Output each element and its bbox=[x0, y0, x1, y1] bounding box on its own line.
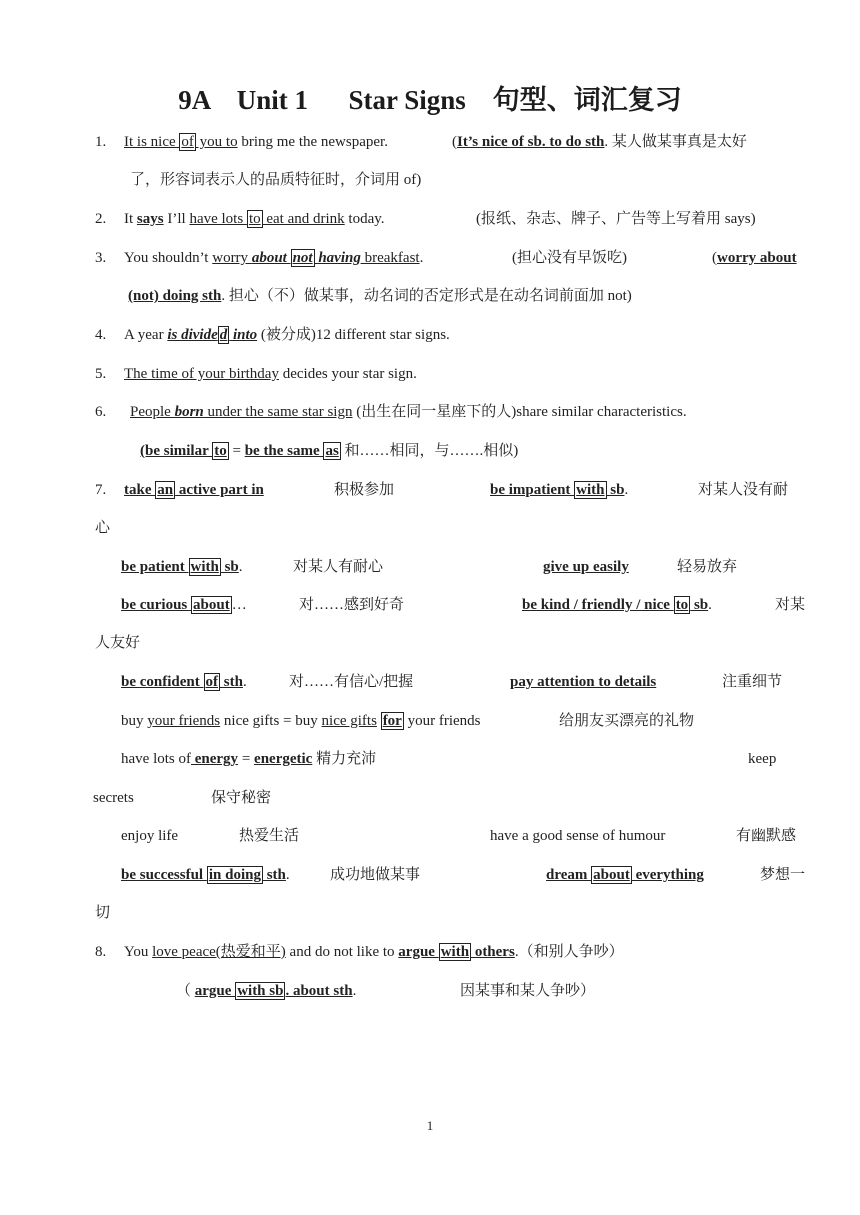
meaning: 积极参加 bbox=[334, 482, 395, 498]
text: today. bbox=[344, 211, 385, 227]
item-2-number: 2. bbox=[95, 211, 107, 227]
text: under the same star sign bbox=[203, 404, 353, 420]
text: . bbox=[708, 597, 712, 613]
text: （ bbox=[176, 983, 195, 999]
meaning: 对某人有耐心 bbox=[293, 559, 384, 575]
text: . bbox=[352, 983, 357, 999]
meaning: 对……有信心/把握 bbox=[289, 674, 414, 690]
meaning: 对某人没有耐 bbox=[698, 482, 789, 498]
text: I’ll bbox=[163, 211, 190, 227]
phrase: everything bbox=[631, 867, 704, 883]
key-word: says bbox=[136, 211, 164, 227]
text: love peace(热爱和平) bbox=[152, 944, 286, 960]
key-word: is divide bbox=[167, 327, 218, 343]
text: have lots of bbox=[121, 751, 191, 767]
meaning: 热爱生活 bbox=[239, 828, 300, 844]
item-8-note: 因某事和某人争吵） bbox=[460, 983, 596, 999]
phrase-keep: keep bbox=[748, 751, 777, 767]
phrase-patient bbox=[121, 557, 243, 577]
text: your friends bbox=[403, 713, 481, 729]
item-2-note: (报纸、杂志、牌子、广告等上写着用 says) bbox=[476, 211, 756, 227]
text: (出生在同一星座下的人)share similar characteristics. bbox=[352, 404, 687, 420]
text: nice gifts = buy bbox=[220, 713, 322, 729]
boxed-word: about bbox=[193, 597, 230, 613]
text: and do not like to bbox=[285, 944, 399, 960]
text: .（和别人争吵） bbox=[514, 944, 624, 960]
phrase-give-up bbox=[543, 557, 629, 577]
meaning-wrap: 切 bbox=[95, 905, 111, 921]
phrase: energy bbox=[190, 751, 239, 767]
item-1-line-2: 了，形容词表示人的品质特征时，介词用 of) bbox=[130, 172, 422, 188]
item-1-number: 1. bbox=[95, 134, 107, 150]
text: . bbox=[238, 559, 243, 575]
item-3-line-2 bbox=[128, 286, 632, 306]
phrase: sb bbox=[606, 482, 625, 498]
phrase-successful bbox=[121, 865, 290, 885]
item-3-note: (担心没有早饭吃) bbox=[512, 250, 627, 266]
phrase: be curious bbox=[121, 597, 192, 613]
item-3-line-1 bbox=[124, 248, 423, 268]
phrase: be kind / friendly / nice bbox=[522, 597, 674, 613]
phrase: argue bbox=[194, 983, 236, 999]
phrase: give up easily bbox=[543, 559, 629, 575]
text: buy bbox=[121, 713, 148, 729]
phrase: worry about bbox=[717, 250, 797, 266]
phrase: sb bbox=[220, 559, 239, 575]
key-word: into bbox=[229, 327, 258, 343]
meaning: 保守秘密 bbox=[211, 790, 272, 806]
phrase: dream bbox=[546, 867, 592, 883]
item-5-number: 5. bbox=[95, 366, 107, 382]
key-word: having bbox=[314, 250, 361, 266]
boxed-word: to bbox=[214, 443, 227, 459]
key-word: born bbox=[174, 404, 204, 420]
text: . 某人做某事真是太好 bbox=[604, 134, 747, 150]
meaning: 注重细节 bbox=[722, 674, 783, 690]
text: It bbox=[124, 211, 137, 227]
phrase-confident bbox=[121, 672, 247, 692]
meaning: 成功地做某事 bbox=[330, 867, 421, 883]
item-8-line-2 bbox=[176, 981, 356, 1001]
phrase-enjoy-life: enjoy life bbox=[121, 828, 179, 844]
phrase: (not) doing sth bbox=[128, 288, 222, 304]
text: ( bbox=[712, 250, 717, 266]
text: . 担心（不）做某事，动名词的否定形式是在动名词前面加 not) bbox=[221, 288, 632, 304]
text: you to bbox=[195, 134, 238, 150]
text: eat and drink bbox=[262, 211, 345, 227]
item-6-number: 6. bbox=[95, 404, 107, 420]
meaning: 梦想一 bbox=[760, 867, 806, 883]
item-8-number: 8. bbox=[95, 944, 107, 960]
boxed-word: with bbox=[576, 482, 605, 498]
text: nice gifts bbox=[321, 713, 377, 729]
boxed-word: with bbox=[440, 944, 470, 960]
phrase-humour: have a good sense of humour bbox=[490, 828, 666, 844]
text: have lots bbox=[189, 211, 247, 227]
item-4-number: 4. bbox=[95, 327, 107, 343]
meaning: 轻易放弃 bbox=[677, 559, 738, 575]
boxed-word: with bbox=[190, 559, 219, 575]
phrase-secrets: secrets bbox=[93, 790, 134, 806]
text: breakfast bbox=[360, 250, 420, 266]
text: (被分成)12 different star signs. bbox=[257, 327, 450, 343]
phrase: active part in bbox=[175, 482, 264, 498]
boxed-word: to bbox=[248, 211, 261, 227]
boxed-word: not bbox=[292, 250, 313, 266]
text: . bbox=[624, 482, 629, 498]
boxed-word: of bbox=[181, 134, 194, 150]
meaning-wrap: 心 bbox=[95, 520, 111, 536]
text: bring me the newspaper. bbox=[237, 134, 388, 150]
text: worry bbox=[212, 250, 252, 266]
phrase: others bbox=[471, 944, 515, 960]
boxed-word: about bbox=[593, 867, 630, 883]
text: People bbox=[130, 404, 175, 420]
text: . bbox=[285, 867, 290, 883]
text: = bbox=[228, 443, 245, 459]
phrase-kind bbox=[522, 595, 712, 615]
text: . bbox=[419, 250, 424, 266]
text: decides your star sign. bbox=[278, 366, 417, 382]
phrase: energetic bbox=[254, 751, 313, 767]
item-6-line-2 bbox=[140, 441, 518, 461]
phrase: sth bbox=[220, 674, 243, 690]
boxed-word: an bbox=[157, 482, 174, 498]
page-number: 1 bbox=[426, 1118, 434, 1133]
phrase: be the same bbox=[244, 443, 324, 459]
phrase-impatient bbox=[490, 480, 628, 500]
text: 精力充沛 bbox=[312, 751, 377, 767]
text: You bbox=[124, 944, 153, 960]
phrase: sb bbox=[690, 597, 709, 613]
item-1-line-1-note bbox=[452, 132, 747, 152]
item-3-phrase bbox=[712, 248, 797, 268]
text: … bbox=[231, 597, 247, 613]
item-6-line-1 bbox=[130, 402, 687, 422]
text: ( bbox=[452, 134, 457, 150]
text: The time of your birthday bbox=[124, 366, 279, 382]
boxed-word: in doing bbox=[208, 867, 261, 883]
phrase-buy-gifts bbox=[121, 711, 481, 731]
item-8-line-1 bbox=[124, 942, 624, 962]
phrase: take bbox=[124, 482, 156, 498]
meaning: 给朋友买漂亮的礼物 bbox=[559, 713, 695, 729]
text: your friends bbox=[147, 713, 221, 729]
phrase: be successful bbox=[121, 867, 207, 883]
boxed-word: for bbox=[382, 713, 402, 729]
key-word: about bbox=[251, 250, 291, 266]
phrase: sth bbox=[262, 867, 286, 883]
boxed-word: to bbox=[675, 597, 689, 613]
phrase: (be similar bbox=[140, 443, 213, 459]
text: It is nice bbox=[124, 134, 180, 150]
phrase-dream bbox=[546, 865, 704, 885]
phrase-energy bbox=[121, 749, 376, 769]
meaning: 对……感到好奇 bbox=[299, 597, 405, 613]
boxed-word: d bbox=[219, 327, 228, 343]
item-4-line bbox=[124, 325, 450, 345]
text: A year bbox=[124, 327, 168, 343]
page-title: 9A Unit 1 Star Signs 句型、词汇复习 bbox=[178, 85, 682, 115]
boxed-word: with sb bbox=[237, 983, 284, 999]
phrase: . about sth bbox=[285, 983, 353, 999]
phrase: be confident bbox=[121, 674, 204, 690]
text: You shouldn’t bbox=[124, 250, 213, 266]
item-3-number: 3. bbox=[95, 250, 107, 266]
phrase-pay-attention bbox=[510, 672, 656, 692]
meaning-wrap: 人友好 bbox=[95, 635, 141, 651]
boxed-word: of bbox=[205, 674, 218, 690]
phrase: argue bbox=[398, 944, 439, 960]
phrase-take-part bbox=[124, 480, 264, 500]
boxed-word: as bbox=[325, 443, 339, 459]
item-1-line-1 bbox=[124, 132, 388, 152]
item-7-number: 7. bbox=[95, 482, 107, 498]
text: = bbox=[238, 751, 255, 767]
meaning: 有幽默感 bbox=[736, 828, 797, 844]
phrase: be impatient bbox=[490, 482, 575, 498]
phrase-curious bbox=[121, 595, 247, 615]
item-5-line bbox=[124, 364, 417, 384]
phrase: pay attention to details bbox=[510, 674, 657, 690]
phrase: be patient bbox=[121, 559, 189, 575]
phrase: It’s nice of sb. to do sth bbox=[457, 134, 605, 150]
text: 和……相同，与…….相似) bbox=[340, 443, 519, 459]
text: . bbox=[242, 674, 247, 690]
meaning: 对某 bbox=[775, 597, 806, 613]
item-2-line bbox=[124, 209, 385, 229]
